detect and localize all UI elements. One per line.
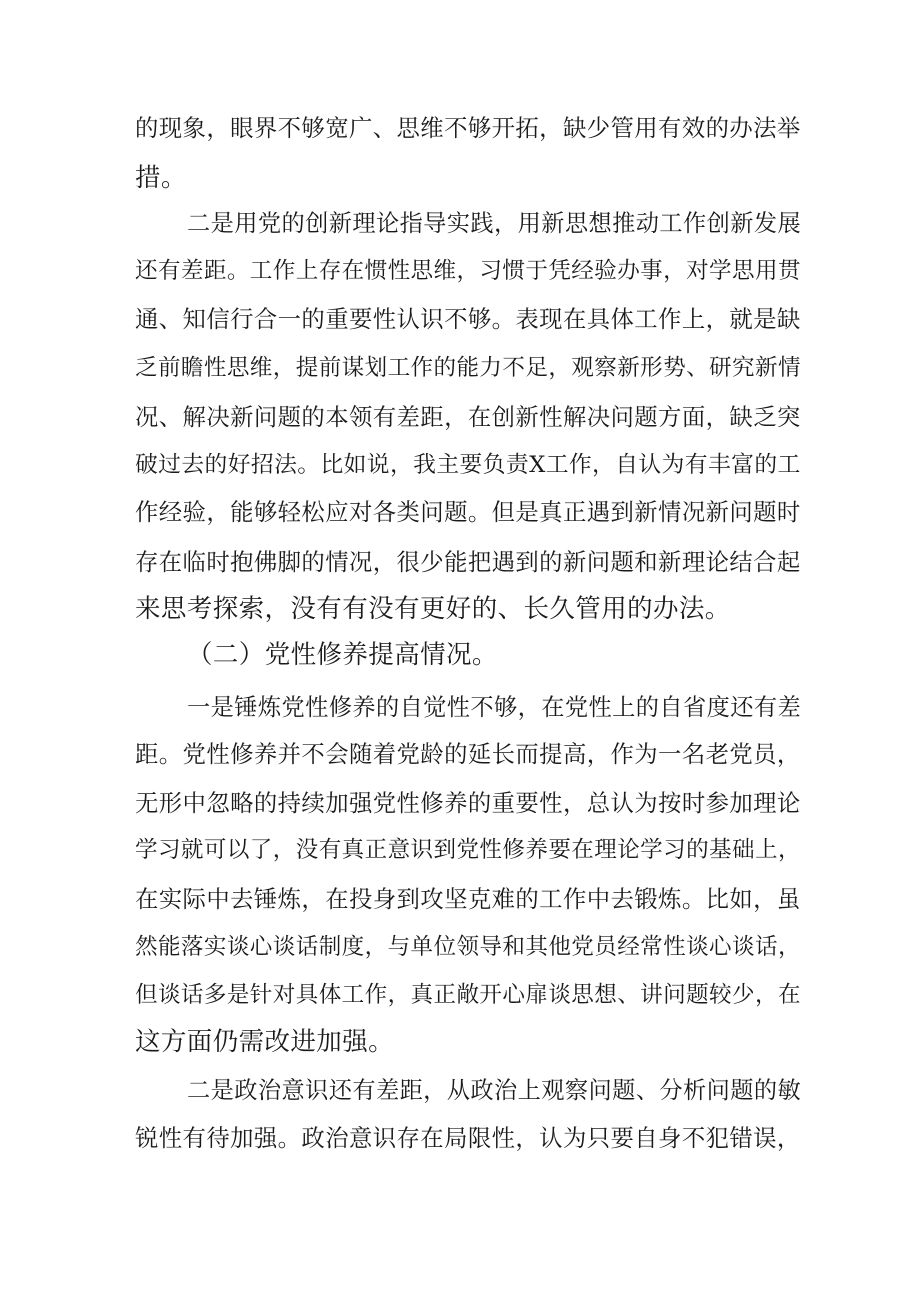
text-line: 无形中忽略的持续加强党性修养的重要性，总认为按时参加理论 [135, 789, 801, 817]
text-line: 乏前瞻性思维，提前谋划工作的能力不足，观察新形势、研究新情 [135, 355, 801, 381]
paragraph-start-line: 二是政治意识还有差距，从政治上观察问题、分析问题的敏 [187, 1077, 802, 1104]
text-line: 通、知信行合一的重要性认识不够。表现在具体工作上，就是缺 [135, 305, 801, 333]
text-line: 锐性有待加强。政治意识存在局限性，认为只要自身不犯错误， [135, 1124, 801, 1152]
text-line: 还有差距。工作上存在惯性思维，习惯于凭经验办事，对学思用贯 [135, 258, 801, 284]
text-line: 学习就可以了，没有真正意识到党性修养要在理论学习的基础上， [135, 837, 801, 863]
text-line: 然能落实谈心谈话制度，与单位领导和其他党员经常性谈心谈话， [135, 934, 801, 960]
text-line: 但谈话多是针对具体工作，真正敞开心扉谈思想、讲问题较少，在 [135, 982, 801, 1008]
text-line: 这方面仍需改进加强。 [135, 1027, 395, 1057]
text-line: 破过去的好招法。比如说，我主要负责X工作，自认为有丰富的工 [135, 452, 801, 478]
text-line: 况、解决新问题的本领有差距，在创新性解决问题方面，缺乏突 [135, 403, 801, 431]
text-line: 的现象，眼界不够宽广、思维不够开拓，缺少管用有效的办法举 [135, 114, 801, 142]
text-line: 作经验，能够轻松应对各类问题。但是真正遇到新情况新问题时 [135, 498, 801, 526]
section-heading: （二）党性修养提高情况。 [187, 640, 498, 670]
paragraph-start-line: 一是锤炼党性修养的自觉性不够，在党性上的自省度还有差 [187, 694, 802, 721]
text-line: 措。 [135, 163, 187, 193]
text-line: 在实际中去锤炼，在投身到攻坚克难的工作中去锻炼。比如，虽 [135, 885, 801, 913]
text-line: 来思考探索，没有有没有更好的、长久管用的办法。 [135, 594, 731, 624]
text-line: 存在临时抱佛脚的情况，很少能把遇到的新问题和新理论结合起 [135, 548, 801, 576]
text-line: 距。党性修养并不会随着党龄的延长而提高，作为一名老党员， [135, 740, 801, 768]
paragraph-start-line: 二是用党的创新理论指导实践，用新思想推动工作创新发展 [187, 210, 802, 237]
